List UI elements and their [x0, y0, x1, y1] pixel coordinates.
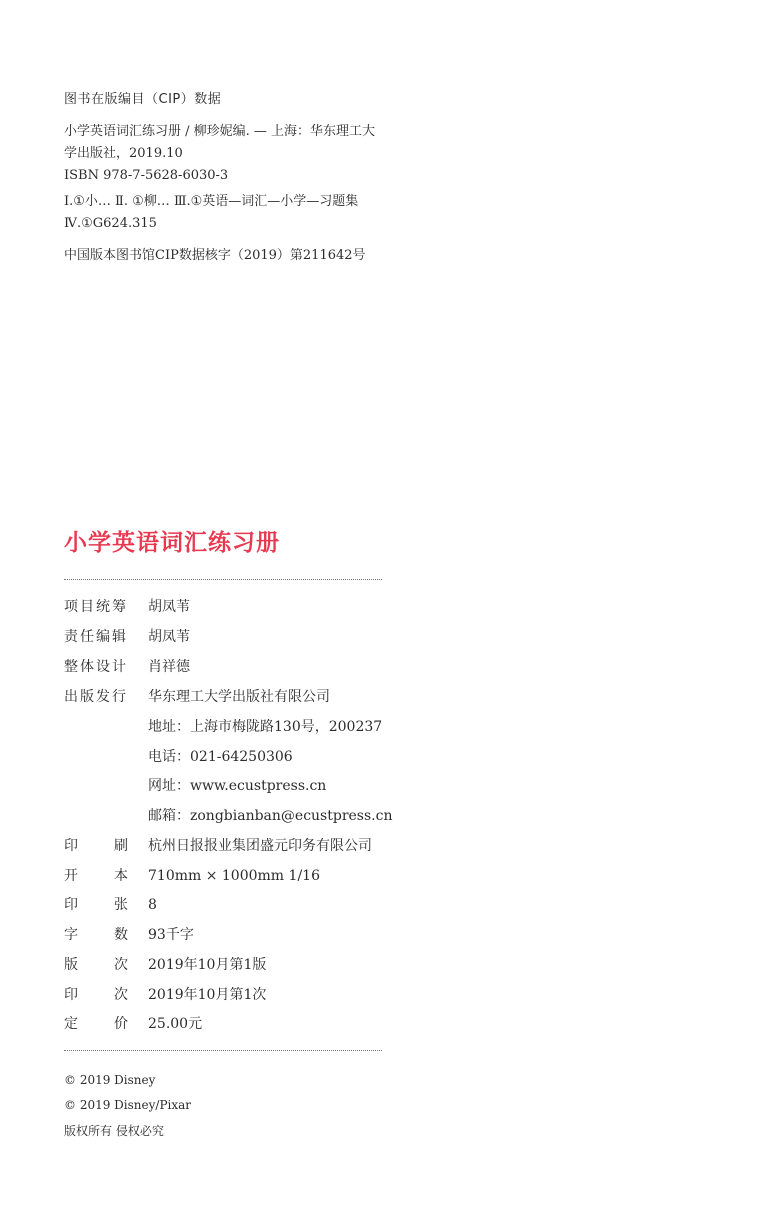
- cip-line: 中国版本图书馆CIP数据核字（2019）第211642号: [64, 248, 366, 263]
- cip-record: [64, 121, 375, 187]
- book-title: 小学英语词汇练习册: [64, 530, 280, 556]
- copyright-disney: © 2019 Disney: [64, 1073, 156, 1087]
- credit-value: 胡凤苇: [148, 629, 190, 645]
- credit-value: 2019年10月第1版: [148, 957, 267, 973]
- credit-label: [64, 924, 128, 946]
- credit-label: 整体设计: [64, 659, 128, 675]
- label-char: 价: [114, 1016, 128, 1032]
- label-char: 印: [64, 897, 78, 913]
- label-char: 字: [64, 927, 78, 943]
- cip-line: 小学英语词汇练习册 / 柳珍妮编. — 上海：华东理工大: [64, 124, 376, 139]
- label-char: 本: [114, 868, 128, 884]
- cip-classification: [64, 191, 358, 235]
- credit-value: 710mm × 1000mm 1/16: [148, 868, 320, 884]
- cip-line: 学出版社，2019.10: [64, 146, 183, 161]
- copyright-pixar: © 2019 Disney/Pixar: [64, 1098, 192, 1112]
- cip-heading: 图书在版编目（CIP）数据: [64, 92, 222, 107]
- credit-label: [64, 984, 128, 1006]
- credit-value: 华东理工大学出版社有限公司: [148, 689, 330, 705]
- label-char: 张: [114, 897, 128, 913]
- publisher-website: 网址：www.ecustpress.cn: [148, 778, 327, 794]
- label-char: 刷: [114, 838, 128, 854]
- credit-value: 杭州日报报业集团盛元印务有限公司: [148, 838, 372, 854]
- label-char: 数: [114, 927, 128, 943]
- cip-line: Ⅰ.①小… Ⅱ. ①柳… Ⅲ.①英语—词汇—小学—习题集: [64, 194, 359, 209]
- credit-label: 责任编辑: [64, 629, 128, 645]
- label-char: 印: [64, 987, 78, 1003]
- cip-approval: [64, 245, 366, 267]
- credit-value: 8: [148, 897, 157, 913]
- rights-reserved: 版权所有 侵权必究: [64, 1124, 164, 1138]
- dotted-divider: [64, 579, 382, 580]
- credit-label: [64, 894, 128, 916]
- label-char: 版: [64, 957, 78, 973]
- label-char: 定: [64, 1016, 78, 1032]
- credit-label: [64, 954, 128, 976]
- credit-label: 出版发行: [64, 689, 128, 705]
- label-char: 次: [114, 957, 128, 973]
- credit-label: 项目统筹: [64, 599, 128, 615]
- publisher-phone: 电话：021-64250306: [148, 749, 293, 765]
- credit-label: [64, 865, 128, 887]
- credit-value: 93千字: [148, 927, 194, 943]
- label-char: 印: [64, 838, 78, 854]
- credit-label: [64, 835, 128, 857]
- cip-isbn: ISBN 978-7-5628-6030-3: [64, 168, 229, 183]
- credit-value: 25.00元: [148, 1016, 203, 1032]
- credit-label: [64, 1013, 128, 1035]
- credit-value: 肖祥德: [148, 659, 190, 675]
- label-char: 开: [64, 868, 78, 884]
- cip-line: Ⅳ.①G624.315: [64, 216, 157, 231]
- label-char: 次: [114, 987, 128, 1003]
- dotted-divider: [64, 1050, 382, 1051]
- publisher-email: 邮箱：zongbianban@ecustpress.cn: [148, 808, 393, 824]
- credit-value: 2019年10月第1次: [148, 987, 267, 1003]
- credit-value: 胡凤苇: [148, 599, 190, 615]
- publisher-address: 地址：上海市梅陇路130号，200237: [148, 719, 383, 735]
